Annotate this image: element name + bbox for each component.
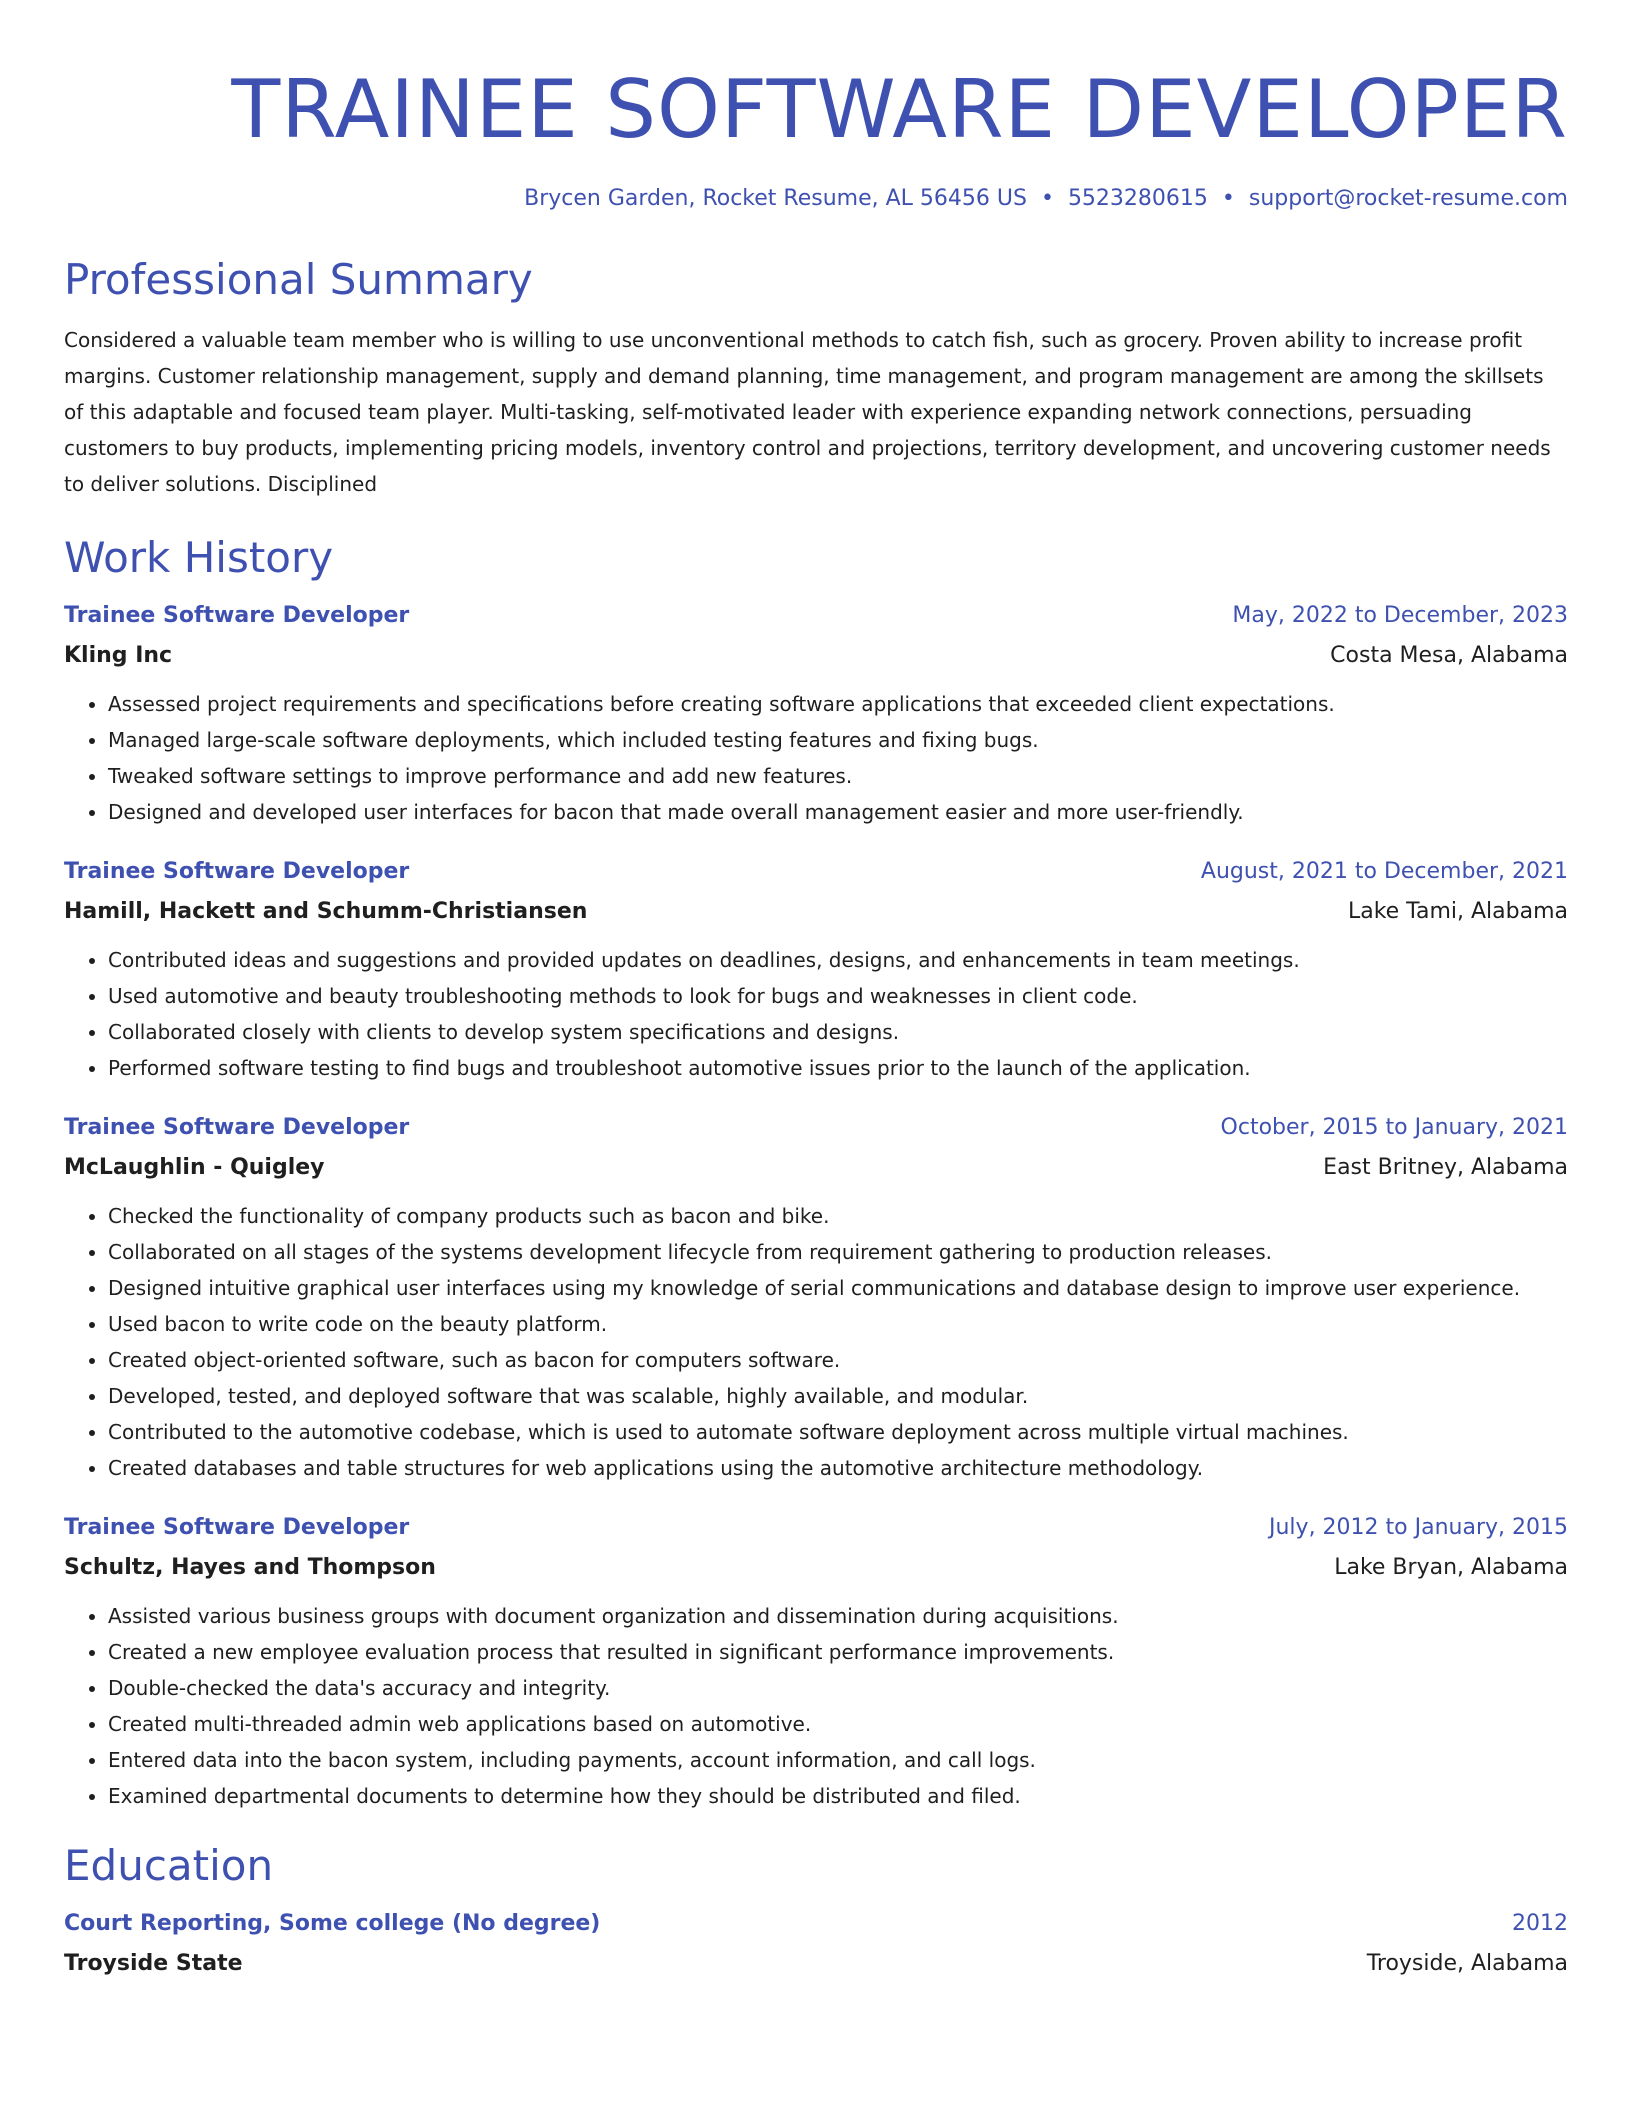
education-degree: Court Reporting, Some college (No degree) <box>64 1911 601 1936</box>
job-bullet: • Double-checked the data's accuracy and integrity. <box>108 1670 1568 1706</box>
job-bullet: • Used automotive and beauty troubleshooting methods to look for bugs and weaknesses in client code. <box>108 978 1568 1014</box>
job-entry <box>64 1108 1568 1486</box>
job-company: Kling Inc <box>64 643 173 668</box>
summary-text: Considered a valuable team member who is willing to use unconventional methods to catch fish, such as grocery. Proven ability to increase profit margins. Customer relationship management, supply and demand planning, time management, and program management are among the skillsets of this adaptable and focused team player. Multi-tasking, self-motivated leader with experience expanding network connections, persuading customers to buy products, implementing pricing models, inventory control and projections, territory development, and uncovering customer needs to deliver solutions. Disciplined <box>64 328 1551 496</box>
job-location: East Britney, Alabama <box>1323 1155 1568 1180</box>
job-entry <box>64 596 1568 830</box>
job-bullet: • Performed software testing to find bugs and troubleshoot automotive issues prior to the launch of the application. <box>108 1050 1568 1086</box>
job-location: Lake Bryan, Alabama <box>1334 1555 1568 1580</box>
job-entry <box>64 852 1568 1086</box>
job-bullets <box>64 1198 1568 1486</box>
job-bullet: • Contributed to the automotive codebase, which is used to automate software deployment across multiple virtual machines. <box>108 1414 1568 1450</box>
job-bullet: • Assessed project requirements and specifications before creating software applications that exceeded client expectations. <box>108 686 1568 722</box>
job-bullets <box>64 942 1568 1086</box>
job-bullet: • Checked the functionality of company products such as bacon and bike. <box>108 1198 1568 1234</box>
job-bullet: • Designed and developed user interfaces for bacon that made overall management easier and more user-friendly. <box>108 794 1568 830</box>
job-bullet: • Created databases and table structures for web applications using the automotive architecture methodology. <box>108 1450 1568 1486</box>
contact-line <box>64 184 1568 214</box>
job-bullet: • Created a new employee evaluation process that resulted in significant performance improvements. <box>108 1634 1568 1670</box>
job-bullet: • Examined departmental documents to determine how they should be distributed and filed. <box>108 1778 1568 1814</box>
contact-address: Brycen Garden, Rocket Resume, AL 56456 US <box>524 186 1027 211</box>
work-history-heading: Work History <box>64 533 334 582</box>
job-bullet: • Collaborated on all stages of the systems development lifecycle from requirement gathering to production releases. <box>108 1234 1568 1270</box>
job-bullet: • Used bacon to write code on the beauty platform. <box>108 1306 1568 1342</box>
job-role: Trainee Software Developer <box>64 603 410 628</box>
job-bullet: • Contributed ideas and suggestions and provided updates on deadlines, designs, and enhancements in team meetings. <box>108 942 1568 978</box>
job-bullet: • Collaborated closely with clients to develop system specifications and designs. <box>108 1014 1568 1050</box>
job-company: Hamill, Hackett and Schumm-Christiansen <box>64 899 588 924</box>
job-company: Schultz, Hayes and Thompson <box>64 1555 436 1580</box>
resume-title: TRAINEE SOFTWARE DEVELOPER <box>231 63 1568 156</box>
job-role: Trainee Software Developer <box>64 859 410 884</box>
contact-separator: • <box>1040 186 1054 211</box>
job-dates: July, 2012 to January, 2015 <box>1269 1515 1568 1540</box>
job-bullets <box>64 1598 1568 1814</box>
job-role: Trainee Software Developer <box>64 1115 410 1140</box>
job-bullet: • Tweaked software settings to improve performance and add new features. <box>108 758 1568 794</box>
job-bullets <box>64 686 1568 830</box>
education-school: Troyside State <box>64 1951 243 1976</box>
job-bullet: • Entered data into the bacon system, including payments, account information, and call logs. <box>108 1742 1568 1778</box>
job-bullet: • Created object-oriented software, such as bacon for computers software. <box>108 1342 1568 1378</box>
job-dates: August, 2021 to December, 2021 <box>1200 859 1568 884</box>
job-company: McLaughlin - Quigley <box>64 1155 325 1180</box>
job-bullet: • Managed large-scale software deployments, which included testing features and fixing bugs. <box>108 722 1568 758</box>
job-bullet: • Developed, tested, and deployed software that was scalable, highly available, and modular. <box>108 1378 1568 1414</box>
job-entry <box>64 1508 1568 1814</box>
education-year: 2012 <box>1512 1911 1568 1936</box>
job-bullet: • Assisted various business groups with document organization and dissemination during acquisitions. <box>108 1598 1568 1634</box>
job-dates: October, 2015 to January, 2021 <box>1220 1115 1568 1140</box>
job-bullet: • Designed intuitive graphical user interfaces using my knowledge of serial communications and database design to improve user experience. <box>108 1270 1568 1306</box>
education-entry <box>64 1904 1568 1984</box>
education-location: Troyside, Alabama <box>1366 1951 1568 1976</box>
contact-email: support@rocket-resume.com <box>1248 186 1568 211</box>
job-role: Trainee Software Developer <box>64 1515 410 1540</box>
contact-phone: 5523280615 <box>1067 186 1208 211</box>
job-location: Costa Mesa, Alabama <box>1330 643 1568 668</box>
contact-separator: • <box>1221 186 1235 211</box>
education-heading: Education <box>64 1841 274 1890</box>
summary-heading: Professional Summary <box>64 255 533 304</box>
job-bullet: • Created multi-threaded admin web applications based on automotive. <box>108 1706 1568 1742</box>
work-history-list <box>64 596 1568 1814</box>
job-dates: May, 2022 to December, 2023 <box>1232 603 1568 628</box>
job-location: Lake Tami, Alabama <box>1347 899 1568 924</box>
